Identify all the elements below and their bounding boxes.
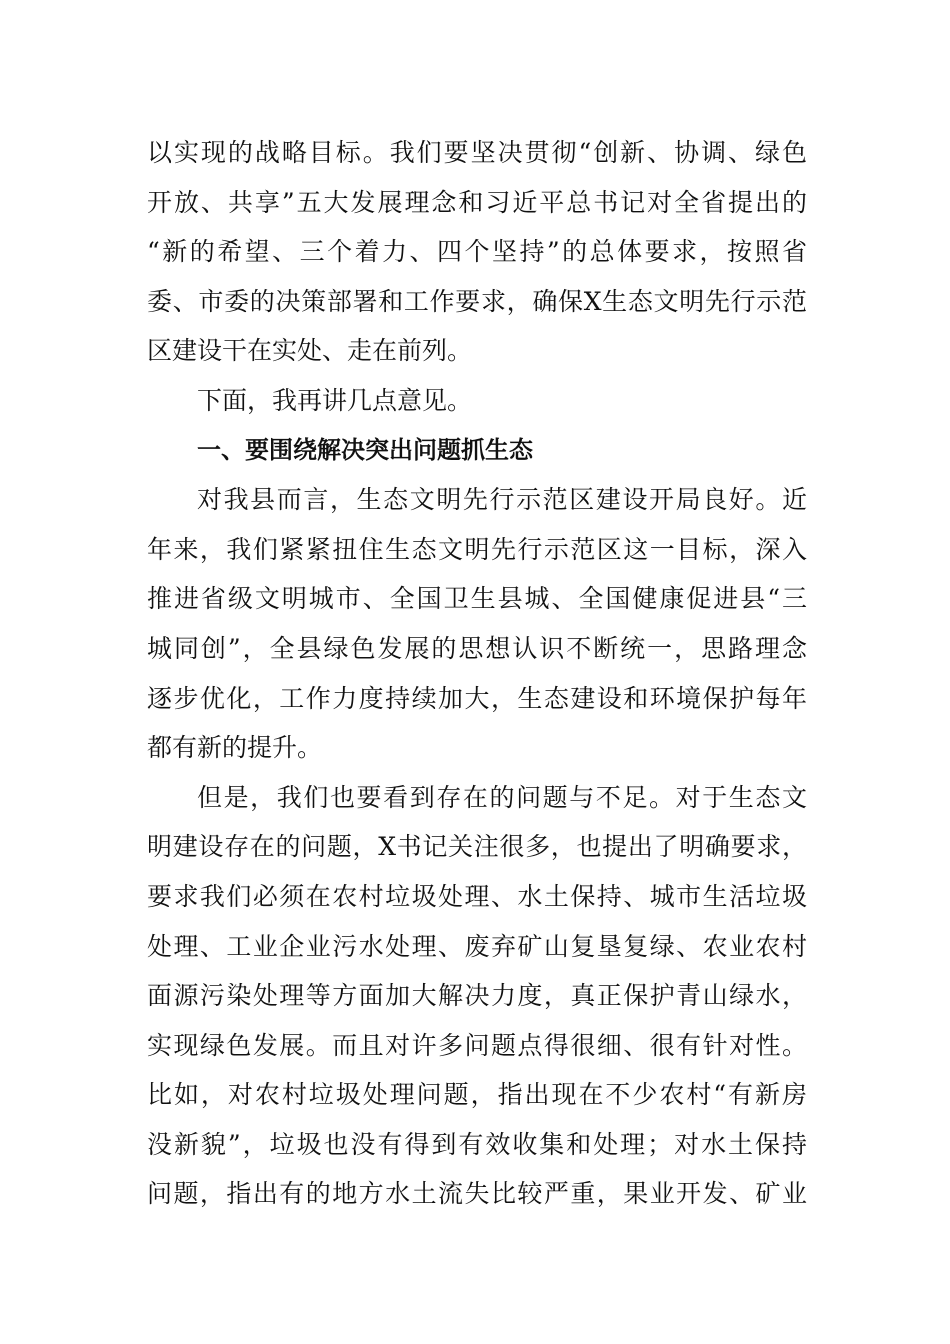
paragraph-line: 委、市委的决策部署和工作要求，确保X生态文明先行示范 [147, 286, 807, 316]
paragraph-line: 对我县而言，生态文明先行示范区建设开局良好。近 [197, 485, 807, 515]
paragraph-line: 问题，指出有的地方水土流失比较严重，果业开发、矿业 [147, 1179, 807, 1209]
paragraph-line: 都有新的提升。 [147, 733, 323, 763]
paragraph-line: 面源污染处理等方面加大解决力度，真正保护青山绿水， [147, 981, 807, 1011]
document-body [147, 128, 807, 1219]
paragraph-line: 明建设存在的问题，X书记关注很多，也提出了明确要求， [147, 832, 807, 862]
paragraph-line: 以实现的战略目标。我们要坚决贯彻“创新、协调、绿色 [147, 138, 807, 167]
paragraph-line: “新的希望、三个着力、四个坚持”的总体要求，按照省 [147, 237, 807, 267]
paragraph-line: 城同创”，全县绿色发展的思想认识不断统一，思路理念 [147, 633, 807, 663]
paragraph-line: 年来，我们紧紧扭住生态文明先行示范区这一目标，深入 [147, 534, 807, 564]
paragraph-line: 推进省级文明城市、全国卫生县城、全国健康促进县“三 [147, 584, 807, 614]
paragraph-line: 逐步优化，工作力度持续加大，生态建设和环境保护每年 [147, 683, 807, 713]
section-heading: 一、要围绕解决突出问题抓生态 [197, 435, 533, 464]
paragraph-line: 区建设干在实处、走在前列。 [147, 336, 473, 366]
paragraph-line: 但是，我们也要看到存在的问题与不足。对于生态文 [197, 782, 807, 812]
paragraph-line: 下面，我再讲几点意见。 [197, 385, 473, 415]
paragraph-line: 处理、工业企业污水处理、废弃矿山复垦复绿、农业农村 [147, 931, 807, 961]
paragraph-line: 没新貌”，垃圾也没有得到有效收集和处理；对水土保持 [147, 1129, 807, 1159]
paragraph-line: 要求我们必须在农村垃圾处理、水土保持、城市生活垃圾 [147, 881, 807, 911]
paragraph-line: 比如，对农村垃圾处理问题，指出现在不少农村“有新房 [147, 1080, 807, 1110]
paragraph-line: 开放、共享”五大发展理念和习近平总书记对全省提出的 [147, 187, 807, 217]
paragraph-line: 实现绿色发展。而且对许多问题点得很细、很有针对性。 [147, 1030, 807, 1060]
